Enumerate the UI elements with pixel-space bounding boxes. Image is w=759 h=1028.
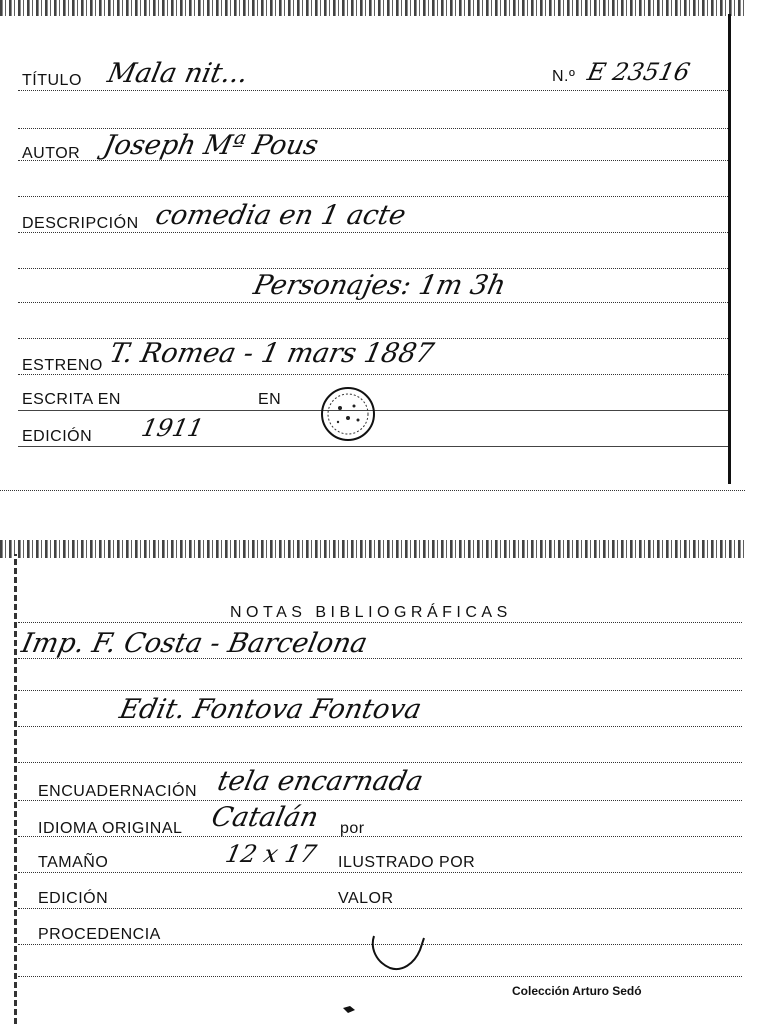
valor-label: VALOR xyxy=(338,890,394,907)
estreno-label: ESTRENO xyxy=(22,357,103,374)
procedencia-label: PROCEDENCIA xyxy=(38,926,161,943)
idioma-label: IDIOMA ORIGINAL xyxy=(38,820,183,837)
card-right-edge xyxy=(728,14,731,484)
rule xyxy=(18,128,728,129)
ink-stamp-icon xyxy=(318,386,378,442)
ink-speck-icon xyxy=(342,1004,356,1014)
rule-note-2 xyxy=(18,726,742,727)
hole-punch-mark-icon xyxy=(368,932,428,976)
por-label: por xyxy=(340,820,365,837)
autor-value: Joseph Mª Pous xyxy=(100,130,322,161)
edicion-value: 1911 xyxy=(139,414,207,442)
titulo-value: Mala nit... xyxy=(104,58,251,89)
edicion-label: EDICIÓN xyxy=(22,428,93,445)
estreno-value: T. Romea - 1 mars 1887 xyxy=(106,338,437,369)
personajes-value: Personajes: 1m 3h xyxy=(250,270,509,301)
tamano-label: TAMAÑO xyxy=(38,854,109,871)
descripcion-label: DESCRIPCIÓN xyxy=(22,215,139,232)
rule xyxy=(18,976,742,977)
numero-label: N.º xyxy=(552,68,576,85)
card-left-edge xyxy=(14,554,17,1024)
card-top-edge xyxy=(0,0,745,16)
ilustrado-por-label: ILUSTRADO POR xyxy=(338,854,476,871)
tamano-value: 12 x 17 xyxy=(223,840,319,868)
encuadernacion-value: tela encarnada xyxy=(214,766,426,797)
rule xyxy=(18,268,728,269)
titulo-label: TÍTULO xyxy=(22,72,82,89)
note-editorial: Edit. Fontova Fontova xyxy=(116,694,425,725)
rule-edicion xyxy=(18,446,728,447)
collection-footer: Colección Arturo Sedó xyxy=(512,984,642,998)
autor-label: AUTOR xyxy=(22,145,81,162)
catalog-card-front xyxy=(0,0,745,492)
rule-tamano xyxy=(18,872,742,873)
edicion-label-back: EDICIÓN xyxy=(38,890,109,907)
rule xyxy=(18,762,742,763)
numero-value: E 23516 xyxy=(585,58,693,86)
rule xyxy=(18,622,742,623)
idioma-value: Catalán xyxy=(208,802,322,833)
encuadernacion-label: ENCUADERNACIÓN xyxy=(38,783,198,800)
rule-edicion xyxy=(18,908,742,909)
note-imprenta: Imp. F. Costa - Barcelona xyxy=(18,628,371,659)
descripcion-value: comedia en 1 acte xyxy=(152,200,409,231)
rule xyxy=(18,302,728,303)
rule xyxy=(18,690,742,691)
card-bottom-edge xyxy=(0,490,745,491)
rule-titulo xyxy=(18,90,728,91)
notas-heading: NOTAS BIBLIOGRÁFICAS xyxy=(230,604,512,621)
rule-estreno xyxy=(18,374,728,375)
escrita-en-label: ESCRITA EN xyxy=(22,391,121,408)
rule xyxy=(18,196,728,197)
card-top-edge xyxy=(0,540,745,558)
en-label: EN xyxy=(258,391,282,408)
